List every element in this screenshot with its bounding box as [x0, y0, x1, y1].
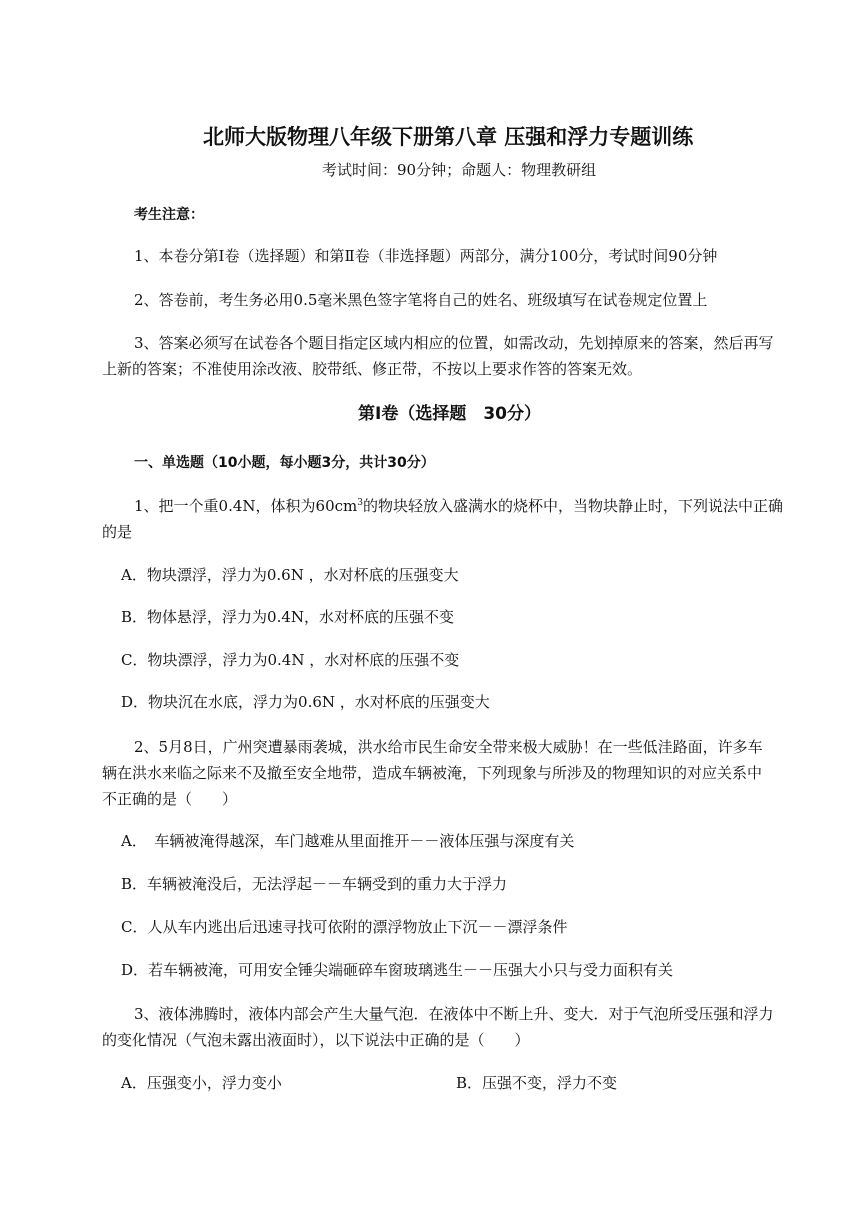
- notice-item-3: 3、答案必须写在试卷各个题目指定区域内相应的位置，如需改动，先划掉原来的答案，然后再写: [134, 334, 774, 352]
- question-3-option-a: A．压强变小，浮力变小: [121, 1074, 282, 1092]
- question-1-stem-superscript: 3: [357, 498, 363, 508]
- notice-item-1: 1、本卷分第Ⅰ卷（选择题）和第Ⅱ卷（非选择题）两部分，满分100分，考试时间90分钟: [134, 247, 718, 265]
- question-3-stem-line-2: 的变化情况（气泡未露出液面时），以下说法中正确的是（ ）: [102, 1031, 530, 1049]
- question-2-option-c: C．人从车内逃出后迅速寻找可依附的漂浮物放止下沉－－漂浮条件: [121, 918, 568, 936]
- question-1-option-d: D．物块沉在水底，浮力为0.6N ，水对杯底的压强变大: [121, 693, 490, 711]
- exam-title: 北师大版物理八年级下册第八章 压强和浮力专题训练: [203, 125, 694, 149]
- question-1-stem-part-1: 1、把一个重0.4N，体积为60cm: [134, 497, 358, 515]
- question-2-option-d: D．若车辆被淹，可用安全锤尖端砸碎车窗玻璃逃生－－压强大小只与受力面积有关: [121, 961, 674, 979]
- notice-heading: 考生注意：: [134, 207, 204, 223]
- question-2-stem-line-2: 辆在洪水来临之际来不及撤至安全地带，造成车辆被淹，下列现象与所涉及的物理知识的对应关系中: [102, 764, 763, 782]
- section-heading: 一、单选题（10小题，每小题3分，共计30分）: [134, 455, 435, 471]
- question-2-option-a: A． 车辆被淹得越深，车门越难从里面推开－－液体压强与深度有关: [121, 832, 575, 850]
- notice-item-2: 2、答卷前，考生务必用0.5毫米黑色签字笔将自己的姓名、班级填写在试卷规定位置上: [134, 291, 708, 309]
- question-2-stem-line-1: 2、5月8日，广州突遭暴雨袭城，洪水给市民生命安全带来极大威胁！在一些低洼路面，许多车: [134, 738, 763, 756]
- question-1-option-a: A．物块漂浮，浮力为0.6N ，水对杯底的压强变大: [121, 566, 459, 584]
- question-2-option-b: B．车辆被淹没后，无法浮起－－车辆受到的重力大于浮力: [121, 875, 508, 893]
- question-1-stem: [134, 496, 783, 516]
- question-3-stem-line-1: 3、液体沸腾时，液体内部会产生大量气泡．在液体中不断上升、变大．对于气泡所受压强和浮力: [134, 1005, 774, 1023]
- question-3-option-b: B．压强不变，浮力不变: [456, 1074, 618, 1092]
- question-1-stem-cont: 的是: [102, 523, 133, 541]
- question-1-stem-part-2: 的物块轻放入盛满水的烧杯中，当物块静止时，下列说法中正确: [362, 497, 783, 515]
- question-2-stem-line-3: 不正确的是（ ）: [102, 790, 238, 808]
- exam-subtitle: 考试时间：90分钟；命题人：物理教研组: [322, 161, 597, 179]
- part1-heading: 第Ⅰ卷（选择题 30分）: [358, 404, 541, 424]
- notice-item-3-cont: 上新的答案；不准使用涂改液、胶带纸、修正带，不按以上要求作答的答案无效。: [102, 360, 643, 378]
- question-1-option-c: C．物块漂浮，浮力为0.4N ，水对杯底的压强不变: [121, 651, 460, 669]
- question-1-option-b: B．物体悬浮，浮力为0.4N，水对杯底的压强不变: [121, 608, 455, 626]
